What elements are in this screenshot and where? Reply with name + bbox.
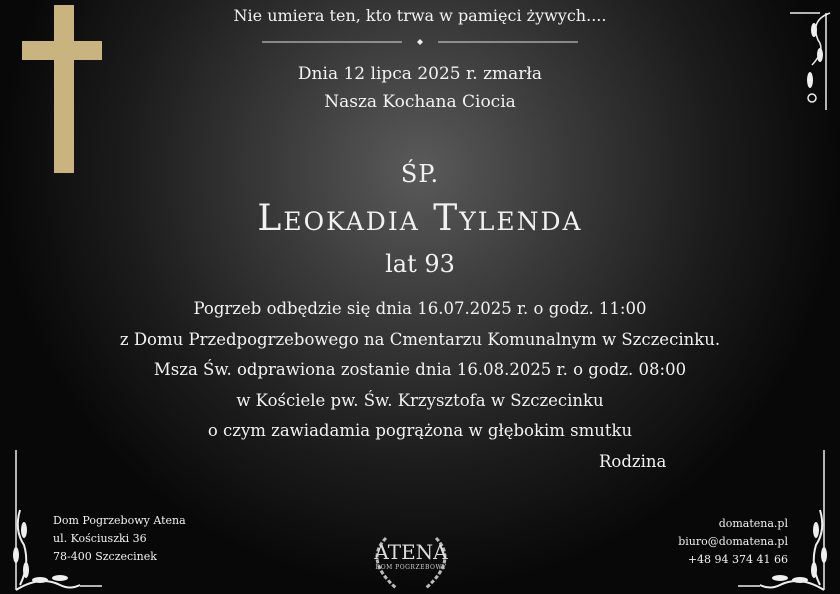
atena-logo (356, 530, 466, 594)
prefix: ŚP. (400, 160, 440, 188)
detail-line: o czym zawiadamia pogrążona w głębokim smutku (207, 421, 633, 440)
motto: Nie umiera ten, kto trwa w pamięci żywych.... (233, 6, 607, 25)
age: lat 93 (385, 250, 455, 278)
logo-subtitle: DOM POGRZEBOWY (375, 564, 447, 571)
deceased-name: Leokadia Tylenda (257, 198, 583, 239)
intro-line: Dnia 12 lipca 2025 r. zmarła (297, 64, 543, 84)
detail-line: Msza Św. odprawiona zostanie dnia 16.08.2025 r. o godz. 08:00 (153, 360, 687, 379)
funeral-home-street: ul. Kościuszki 36 (53, 532, 147, 545)
email-link[interactable]: biuro@domatena.pl (678, 535, 788, 548)
detail-line: z Domu Przedpogrzebowego na Cmentarzu Komunalnym w Szczecinku. (119, 329, 721, 349)
contact-info (678, 515, 788, 569)
phone-number: +48 94 374 41 66 (687, 553, 788, 566)
intro-line: Nasza Kochana Ciocia (324, 92, 516, 112)
intro (0, 60, 840, 116)
funeral-home-name: Dom Pogrzebowy Atena (53, 514, 186, 527)
detail-line: Pogrzeb odbędzie się dnia 16.07.2025 r. o godz. 11:00 (193, 299, 647, 318)
logo-word: ATENA (374, 540, 448, 564)
funeral-home-address (53, 512, 186, 566)
signature: Rodzina (599, 452, 667, 471)
funeral-home-city: 78-400 Szczecinek (53, 550, 157, 563)
divider-ornament (262, 39, 578, 45)
corner-ornament-top-right-icon (790, 10, 834, 110)
funeral-details (0, 294, 840, 447)
detail-line: w Kościele pw. Św. Krzysztofa w Szczecinku (236, 390, 604, 410)
website-link[interactable]: domatena.pl (718, 517, 788, 530)
